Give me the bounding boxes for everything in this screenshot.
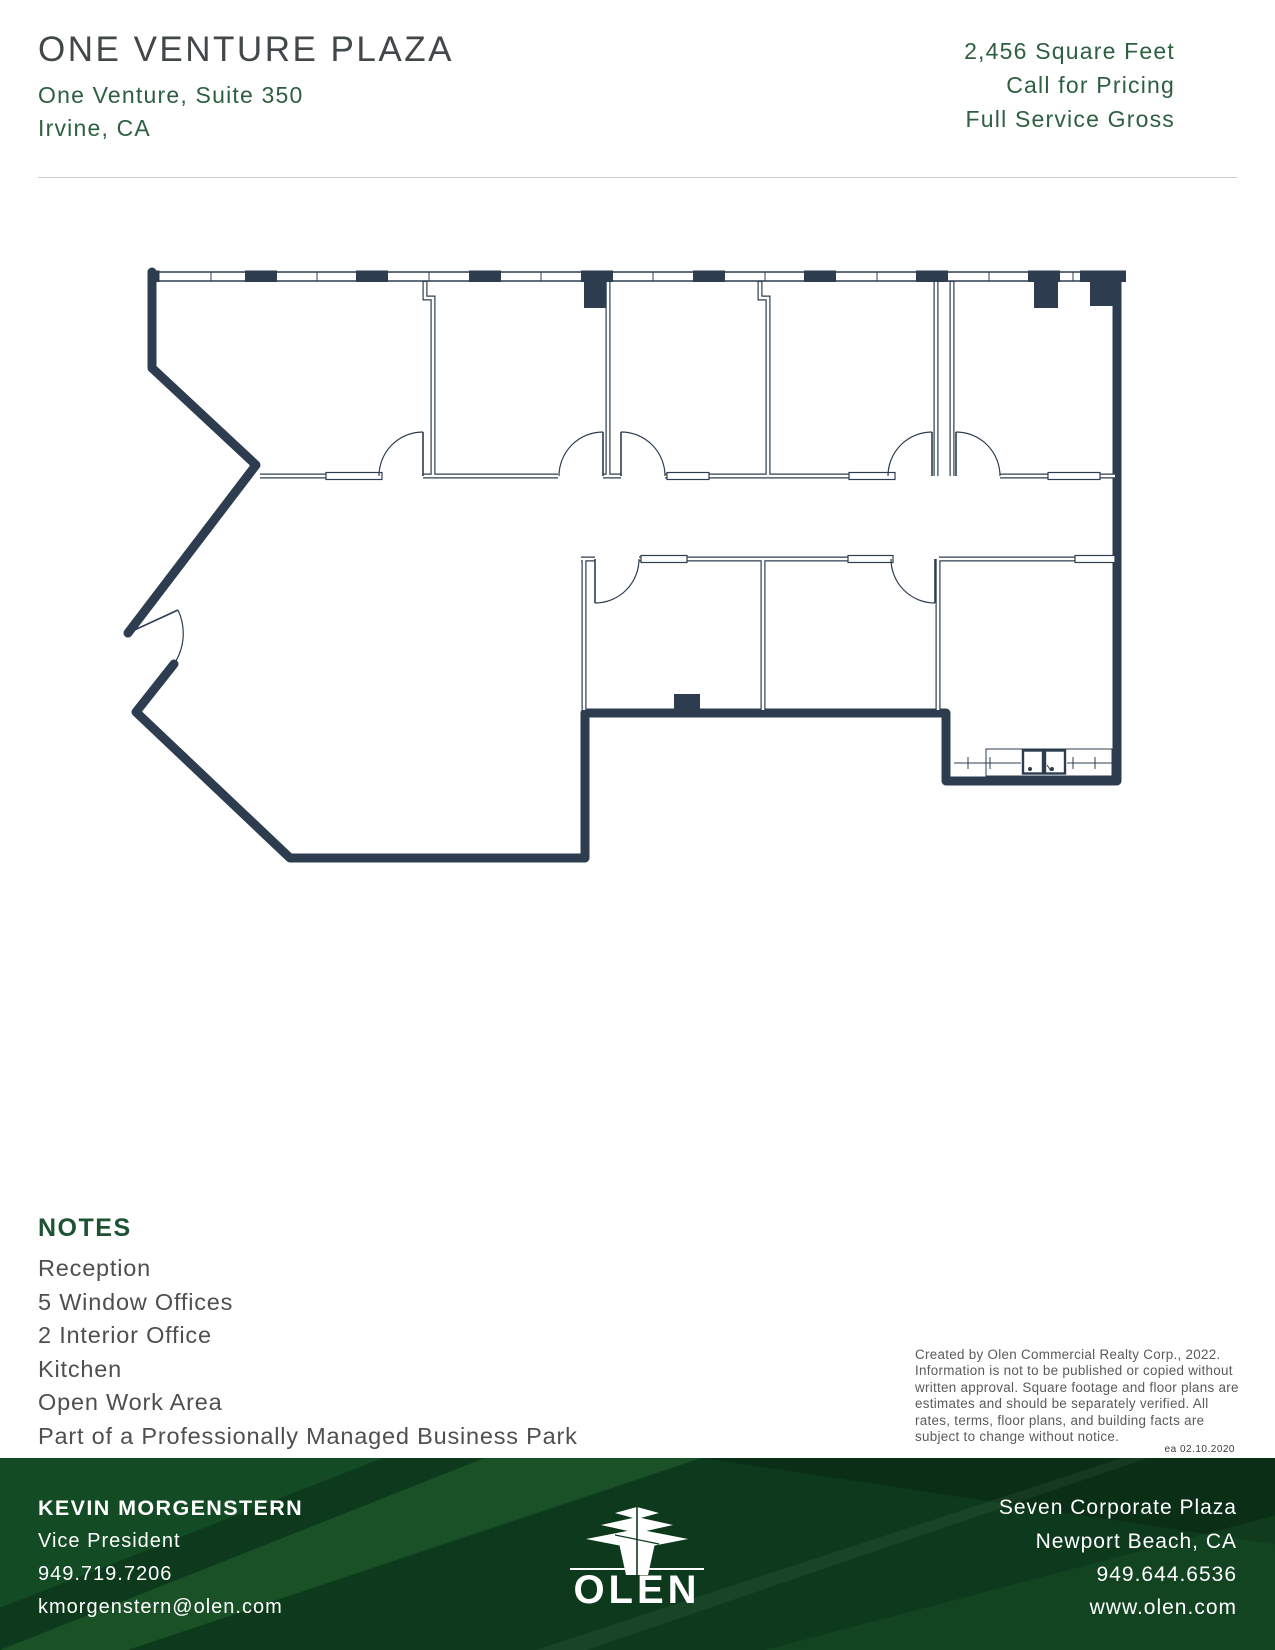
page-title: ONE VENTURE PLAZA <box>38 30 454 69</box>
notes-heading: NOTES <box>38 1214 132 1242</box>
notes-item: Reception <box>38 1255 152 1281</box>
address-line-1: One Venture, Suite 350 <box>38 82 304 108</box>
exterior-walls <box>128 272 1117 858</box>
olen-logo <box>562 1505 712 1605</box>
office-city: Newport Beach, CA <box>1035 1530 1237 1553</box>
address-line-2: Irvine, CA <box>38 115 151 141</box>
window-sills <box>326 473 1115 563</box>
kitchen-sink <box>1023 751 1065 774</box>
interior-walls <box>260 281 1115 710</box>
olen-wordmark: OLEN <box>573 1568 701 1605</box>
notes-item: Part of a Professionally Managed Business Park <box>38 1422 578 1449</box>
window-wall <box>148 271 1127 309</box>
agent-phone: 949.719.7206 <box>38 1563 173 1585</box>
office-phone: 949.644.6536 <box>1096 1563 1237 1586</box>
notes-item: Open Work Area <box>38 1389 223 1415</box>
agent-email: kmorgenstern@olen.com <box>38 1596 283 1618</box>
floor-plan <box>118 258 1138 883</box>
notes-item: 2 Interior Office <box>38 1322 212 1348</box>
listing-size: 2,456 Square Feet <box>964 38 1175 64</box>
kitchen-counter <box>954 749 1112 776</box>
revision-date: ea 02.10.2020 <box>1164 1444 1235 1455</box>
disclaimer-text: Created by Olen Commercial Realty Corp., 2022. Information is not to be published or copied without written approval. Square footage and floor plans are estimates and should be separately verified. All rates, terms, floor plans, and building facts are subject to change without notice. <box>915 1347 1239 1445</box>
pilaster <box>674 694 700 710</box>
listing-lease-type: Full Service Gross <box>965 106 1175 132</box>
column-pilasters <box>584 282 1116 308</box>
listing-pricing: Call for Pricing <box>1006 72 1175 98</box>
notes-item: 5 Window Offices <box>38 1288 234 1315</box>
olen-building-icon <box>570 1507 704 1575</box>
office-website: www.olen.com <box>1089 1596 1237 1619</box>
notes-list <box>38 1252 578 1453</box>
header-divider <box>38 177 1237 178</box>
office-building: Seven Corporate Plaza <box>998 1496 1237 1519</box>
agent-name: KEVIN MORGENSTERN <box>38 1496 304 1520</box>
notes-item: Kitchen <box>38 1355 122 1382</box>
agent-title: Vice President <box>38 1530 181 1552</box>
